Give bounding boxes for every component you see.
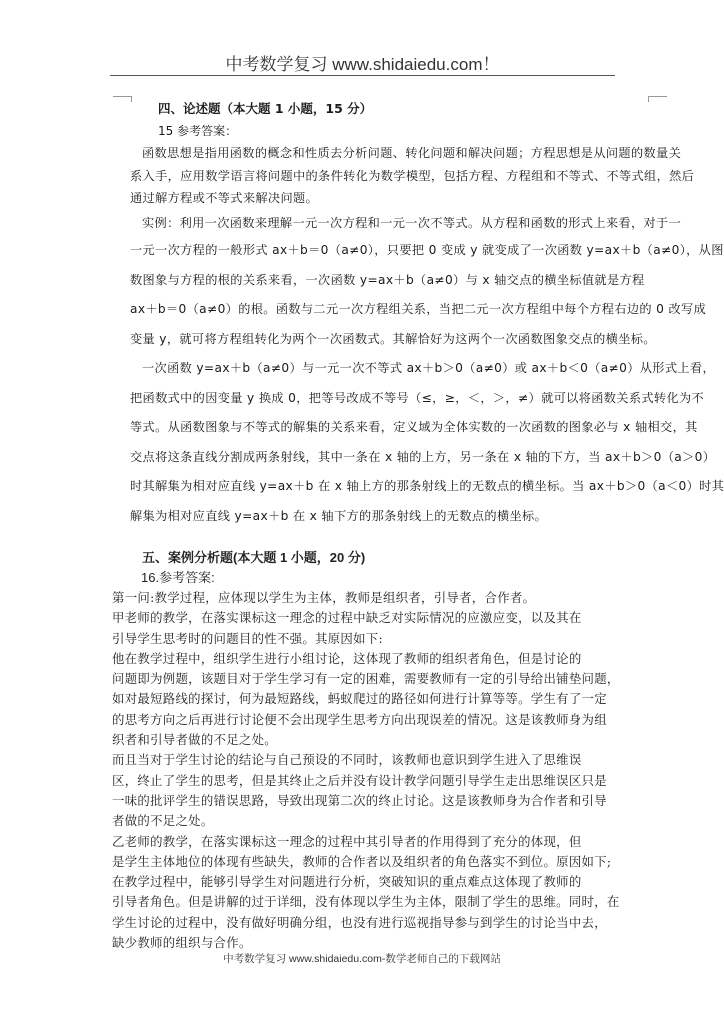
section-4-paragraph-3: [130, 354, 724, 531]
text-line: 学生讨论的过程中，没有做好明确分组，也没有进行巡视指导参与到学生的讨论当中去，: [112, 914, 607, 930]
text-line: 区，终止了学生的思考，但是其终止之后并没有设计教学问题引导学生走出思维误区只是: [112, 772, 607, 788]
text-line: 一元一次方程的一般形式 ax＋b＝0（a≠0），只要把 0 变成 y 就变成了一次函数 y=ax＋b（a≠0），从图: [130, 243, 724, 258]
text-line: 的思考方向之后再进行讨论便不会出现学生思考方向出现误差的情况。这是该教师身为组: [112, 711, 607, 727]
page-header: 中考数学复习 www.shidaiedu.com！: [225, 55, 500, 74]
text-line: 解集为相对应直线 y=ax＋b 在 x 轴下方的那条射线上的无数点的横坐标。: [130, 508, 548, 523]
text-line: 他在教学过程中，组织学生进行小组讨论，这体现了教师的组织者角色，但是讨论的: [112, 650, 582, 666]
text-line: 是学生主体地位的体现有些缺失，教师的合作者以及组织者的角色落实不到位。原因如下;: [112, 853, 612, 869]
text-line: 乙老师的教学，在落实课标这一理念的过程中其引导者的作用得到了充分的体现，但: [112, 833, 582, 849]
text-line: ax＋b＝0（a≠0）的根。函数与二元一次方程组关系，当把二元一次方程组中每个方程右边的 0 改写成: [130, 302, 707, 317]
section-5-answer-ref: 16.参考答案:: [141, 570, 215, 585]
text-line: 第一问:教学过程，应体现以学生为主体，教师是组织者，引导者，合作者。: [112, 590, 536, 605]
text-line: 引导学生思考时的问题目的性不强。其原因如下:: [112, 630, 383, 646]
text-line: 等式。从函数图象与不等式的解集的关系来看，定义域为全体实数的一次函数的图象必与 x 轴相交，其: [130, 420, 698, 435]
text-line: 系入手，应用数学语言将问题中的条件转化为数学模型，包括方程、方程组和不等式、不等式组，然后: [130, 168, 695, 183]
section-4-heading: 四、论述题（本大题 1 小题，15 分）: [158, 101, 373, 116]
text-line: 变量 y，就可将方程组转化为两个一次函数式。其解恰好为这两个一次函数图象交点的横坐标。: [130, 331, 656, 346]
header-divider: [110, 75, 615, 76]
section-5-body: [112, 588, 620, 953]
text-line: 把函数式中的因变量 y 换成 0，把等号改成不等号（≤，≥，＜，＞，≠）就可以将函数关系式转化为不: [130, 390, 705, 405]
text-line: 函数思想是指用函数的概念和性质去分析问题、转化问题和解决问题；方程思想是从问题的数量关: [142, 146, 682, 160]
text-line: 织者和引导者做的不足之处。: [112, 732, 277, 748]
text-line: 一次函数 y=ax＋b（a≠0）与一元一次不等式 ax＋b＞0（a≠0）或 ax＋b＜0（a≠0）从形式上看，: [142, 361, 715, 376]
text-line: 在教学过程中，能够引导学生对问题进行分析，突破知识的重点难点这体现了教师的: [112, 874, 582, 890]
section-4-paragraph-1: [130, 142, 695, 210]
page-footer: 中考数学复习 www.shidaiedu.com-数学老师自己的下载网站: [223, 953, 501, 965]
text-line: 问题即为例题，该题目对于学生学习有一定的困难，需要教师有一定的引导给出铺垫问题，: [112, 671, 620, 687]
text-line: 通过解方程或不等式来解决问题。: [130, 191, 319, 206]
section-4-scanned-block: [130, 98, 724, 531]
text-line: 交点将这条直线分割成两条射线，其中一条在 x 轴的上方，另一条在 x 轴的下方，当 ax＋b＞0（a＞0）: [130, 449, 716, 464]
section-4-answer-ref: 15 参考答案：: [158, 124, 238, 138]
section-4-paragraph-2: [130, 210, 724, 354]
text-line: 如对最短路线的探讨，何为最短路线，蚂蚁爬过的路径如何进行计算等等。学生有了一定: [112, 691, 607, 707]
text-line: 缺少教师的组织与合作。: [112, 935, 252, 951]
text-line: 一味的批评学生的错误思路，导致出现第二次的终止讨论。这是该教师身为合作者和引导: [112, 792, 607, 808]
text-line: 者做的不足之处。: [112, 813, 214, 829]
text-line: 甲老师的教学，在落实课标这一理念的过程中缺乏对实际情况的应激应变，以及其在: [112, 610, 582, 626]
text-line: 引导者角色。但是讲解的过于详细，没有体现以学生为主体，限制了学生的思维。同时，在: [112, 894, 620, 910]
section-5-heading: 五、案例分析题(本大题 1 小题，20 分): [142, 550, 366, 565]
text-line: 时其解集为相对应直线 y=ax＋b 在 x 轴上方的那条射线上的无数点的横坐标。当 ax＋b＞0（a＜0）时其: [130, 479, 724, 494]
section-5-block: [112, 548, 620, 953]
text-line: 实例：利用一次函数来理解一元一次方程和一元一次不等式。从方程和函数的形式上来看，对于一: [142, 216, 682, 231]
text-line: 而且当对于学生讨论的结论与自己预设的不同时，该教师也意识到学生进入了思维误: [112, 752, 582, 768]
text-line: 数图象与方程的根的关系来看，一次函数 y=ax＋b（a≠0）与 x 轴交点的横坐标值就是方程: [130, 272, 645, 287]
